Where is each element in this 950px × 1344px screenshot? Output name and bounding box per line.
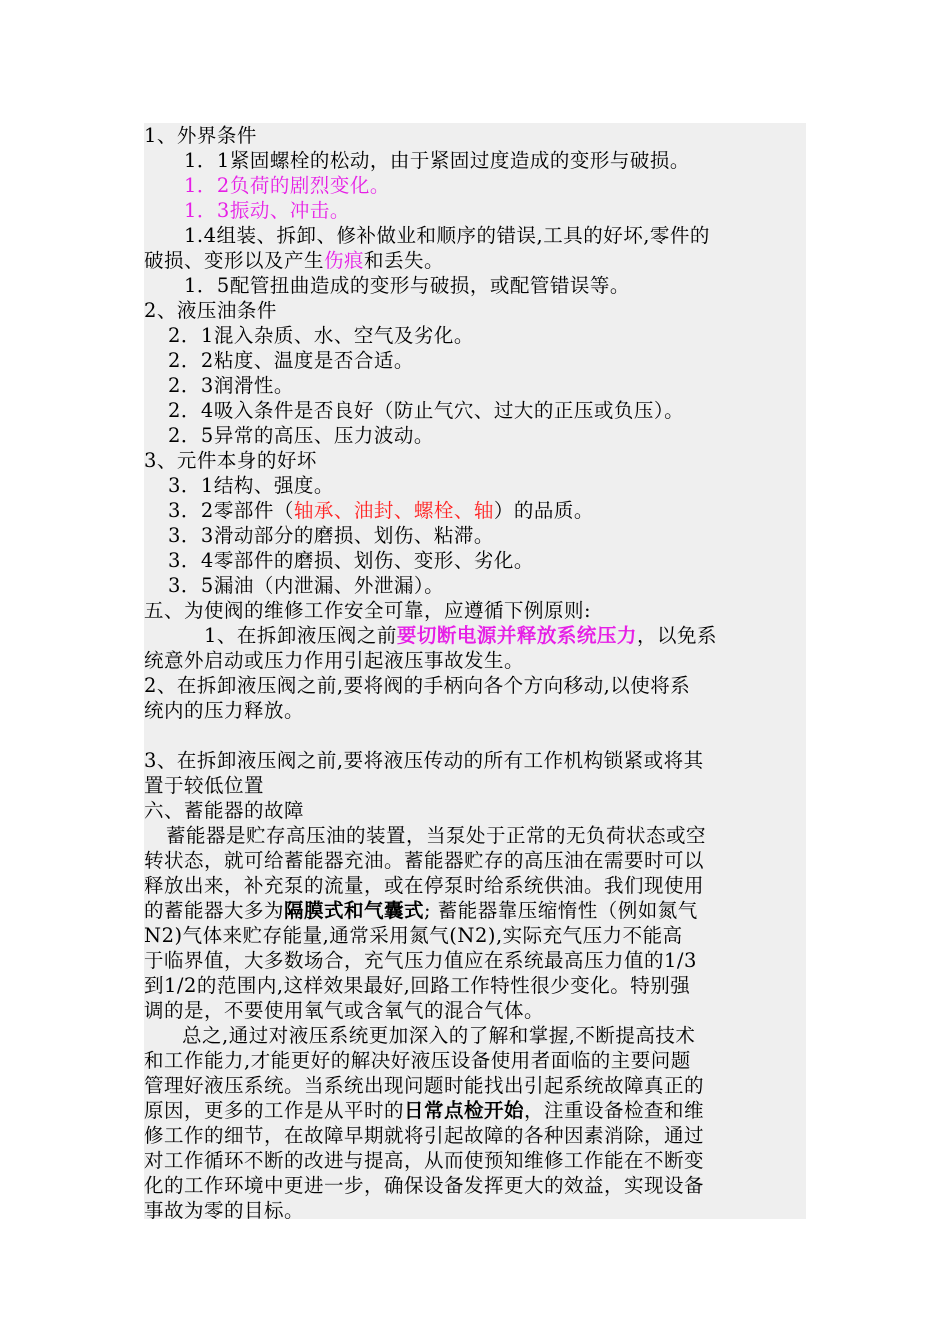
- paragraph-line: 3．1结构、强度。: [168, 474, 334, 497]
- paragraph-line: 3．4零部件的磨损、划伤、变形、劣化。: [168, 549, 534, 572]
- text-run: 的蓄能器大多为: [144, 899, 285, 922]
- paragraph-line: 2．1混入杂质、水、空气及劣化。: [168, 324, 474, 347]
- paragraph-line: 1．1紧固螺栓的松动，由于紧固过度造成的变形与破损。: [184, 149, 690, 172]
- paragraph-line: [144, 898, 698, 923]
- paragraph-line: 转状态，就可给蓄能器充油。蓄能器贮存的高压油在需要时可以: [144, 849, 705, 872]
- bold-text: 日常点检开始: [404, 1099, 525, 1122]
- paragraph-line: 管理好液压系统。当系统出现问题时能找出引起系统故障真正的: [144, 1074, 705, 1097]
- paragraph-line: [144, 498, 594, 523]
- text-run: 破损、变形以及产生: [144, 249, 325, 272]
- paragraph-line: 总之,通过对液压系统更加深入的了解和掌握,不断提高技术: [182, 1024, 696, 1047]
- paragraph-line: [144, 623, 717, 648]
- paragraph-line: 统内的压力释放。: [144, 699, 305, 722]
- paragraph-line-highlight: 1．2负荷的剧烈变化。: [184, 174, 390, 197]
- highlight-text: 伤痕: [324, 249, 365, 272]
- paragraph-line: 蓄能器是贮存高压油的装置，当泵处于正常的无负荷状态或空: [166, 824, 707, 847]
- paragraph-line: 调的是，不要使用氧气或含氧气的混合气体。: [144, 999, 545, 1022]
- text-run: 原因，更多的工作是从平时的: [144, 1099, 405, 1122]
- paragraph-line: 1.4组装、拆卸、修补做业和顺序的错误,工具的好坏,零件的: [184, 224, 710, 247]
- paragraph-line: 于临界值，大多数场合，充气压力值应在系统最高压力值的1/3: [144, 949, 697, 972]
- text-run: 和丢失。: [364, 249, 445, 272]
- paragraph-line: 1．5配管扭曲造成的变形与破损，或配管错误等。: [184, 274, 630, 297]
- paragraph-line: 到1/2的范围内,这样效果最好,回路工作特性很少变化。特别强: [144, 974, 691, 997]
- section-heading-valve-maintenance: 五、为使阀的维修工作安全可靠，应遵循下例原则:: [144, 599, 592, 622]
- highlight-text: 要切断电源并释放系统压力: [396, 624, 637, 647]
- paragraph-line: 对工作循环不断的改进与提高，从而使预知维修工作能在不断变: [144, 1149, 705, 1172]
- text-run: 1、在拆卸液压阀之前: [204, 624, 397, 647]
- section-heading-component-quality: 3、元件本身的好坏: [144, 449, 317, 472]
- section-heading-external-conditions: 1、外界条件: [144, 124, 257, 147]
- paragraph-line: 释放出来，补充泵的流量，或在停泵时给系统供油。我们现使用: [144, 874, 705, 897]
- bold-text: 隔膜式和气囊式: [284, 899, 425, 922]
- paragraph-line: 2．5异常的高压、压力波动。: [168, 424, 434, 447]
- paragraph-line: [144, 1098, 704, 1123]
- section-heading-hydraulic-oil: 2、液压油条件: [144, 299, 277, 322]
- text-run: ）的品质。: [493, 499, 594, 522]
- paragraph-line: 2．2粘度、温度是否合适。: [168, 349, 414, 372]
- paragraph-line: 置于较低位置: [144, 774, 265, 797]
- text-block: [144, 123, 806, 1222]
- paragraph-line: 化的工作环境中更进一步，确保设备发挥更大的效益，实现设备: [144, 1174, 705, 1197]
- paragraph-line: 3、在拆卸液压阀之前,要将液压传动的所有工作机构锁紧或将其: [144, 749, 704, 772]
- paragraph-line: 事故为零的目标。: [144, 1199, 305, 1222]
- text-run: ，以免系: [636, 624, 717, 647]
- highlight-text: 轴承、油封、螺栓、轴: [293, 499, 494, 522]
- paragraph-line: 2、在拆卸液压阀之前,要将阀的手柄向各个方向移动,以使将系: [144, 674, 691, 697]
- paragraph-line: 和工作能力,才能更好的解决好液压设备使用者面临的主要问题: [144, 1049, 691, 1072]
- text-run: 3．2零部件（: [168, 499, 294, 522]
- paragraph-line: 统意外启动或压力作用引起液压事故发生。: [144, 649, 525, 672]
- paragraph-line: 修工作的细节，在故障早期就将引起故障的各种因素消除，通过: [144, 1124, 705, 1147]
- section-heading-accumulator-faults: 六、蓄能器的故障: [144, 799, 305, 822]
- paragraph-line-highlight: 1．3振动、冲击。: [184, 199, 350, 222]
- paragraph-line: 3．5漏油（内泄漏、外泄漏）。: [168, 574, 445, 597]
- paragraph-line: 2．3润滑性。: [168, 374, 294, 397]
- text-run: ; 蓄能器靠压缩惰性（例如氮气: [424, 899, 698, 922]
- text-run: ，注重设备检查和维: [524, 1099, 705, 1122]
- paragraph-line: 3．3滑动部分的磨损、划伤、粘滞。: [168, 524, 494, 547]
- paragraph-line: 2．4吸入条件是否良好（防止气穴、过大的正压或负压）。: [168, 399, 685, 422]
- paragraph-line: N2)气体来贮存能量,通常采用氮气(N2),实际充气压力不能高: [144, 924, 683, 947]
- paragraph-line: [144, 248, 444, 273]
